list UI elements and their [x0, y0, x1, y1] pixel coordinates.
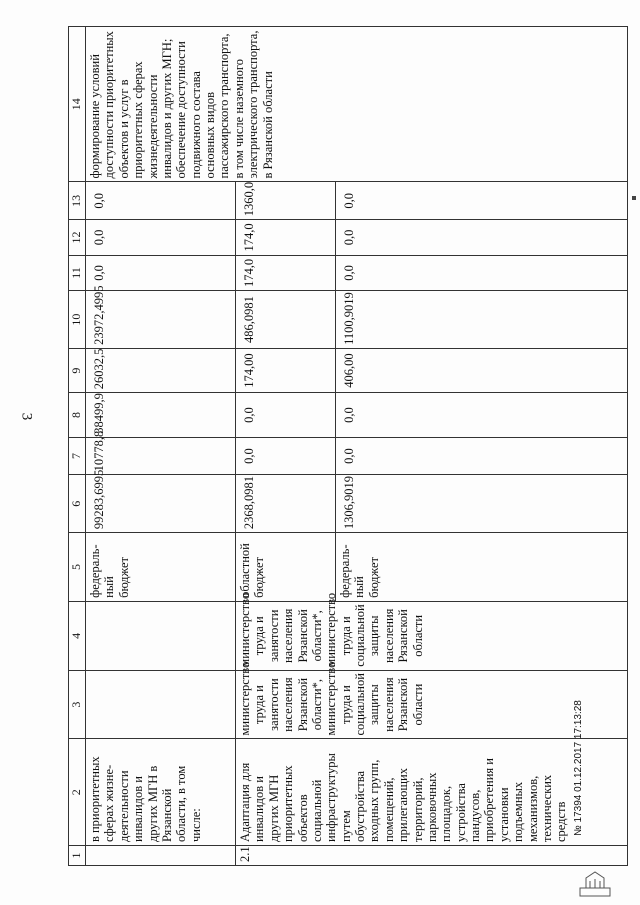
co-executor: [236, 592, 628, 670]
responsible-executor: [236, 661, 628, 739]
value-year: 406,00: [336, 348, 628, 392]
value-total: 2368,0981: [236, 475, 336, 533]
row-description: в приоритетных сферах жизне-деятельности инвалидов и других МГН в Рязанской области, в том числе:: [86, 739, 236, 846]
page-number: 3: [18, 412, 35, 421]
value-year: 174,00: [236, 348, 336, 392]
header-cell: 8: [69, 393, 86, 437]
table-cell: [86, 670, 236, 739]
value-year: 0,0: [336, 437, 628, 475]
value-year: 0,0: [336, 182, 628, 220]
header-cell: 12: [69, 220, 86, 256]
rotated-table-sheet: [68, 26, 628, 866]
header-cell: 5: [69, 533, 86, 602]
program-table: [68, 26, 628, 866]
header-cell: 7: [69, 437, 86, 475]
value-year: 0,0: [336, 255, 628, 291]
header-row: [69, 27, 86, 866]
header-cell: 10: [69, 291, 86, 349]
executor-name: министерство труда и социальной защиты населения Рязанской области: [324, 592, 425, 667]
value-year: 0,0: [86, 255, 236, 291]
value-total: 1306,9019: [336, 475, 628, 533]
value-year: 0,0: [236, 393, 336, 437]
value-year: 486,0981: [236, 291, 336, 349]
executor-name: министерство труда и социальной защиты населения Рязанской области: [324, 661, 425, 736]
header-cell: 1: [69, 846, 86, 866]
funding-source: федераль-ный бюджет: [336, 533, 628, 602]
value-year: 174,0: [236, 255, 336, 291]
executor-name: министерство труда и занятости населения Рязанской области*,: [238, 661, 324, 736]
value-year: 0,0: [86, 182, 236, 220]
scan-speck: [632, 196, 636, 200]
value-total: 99283,6995: [86, 475, 236, 533]
header-cell: 3: [69, 670, 86, 739]
header-cell: 11: [69, 255, 86, 291]
header-cell: 6: [69, 475, 86, 533]
table-row-continuation: [86, 27, 236, 866]
value-year: 174,0: [236, 220, 336, 256]
executor-name: министерство труда и занятости населения Рязанской области*,: [238, 592, 324, 667]
row-description: Адаптация для инвалидов и других МГН приоритетных объектов социальной инфраструктуры путем обустройства входных групп, помещений, прилегающих территорий, парковочных площадок, устройства пандусов, приобретения и установки подъемных механизмов, технических средств: [236, 739, 628, 846]
funding-source: федераль-ный бюджет: [86, 533, 236, 602]
registration-stamp: № 17394 01.12.2017 17:13:28: [573, 700, 584, 836]
header-cell: 13: [69, 182, 86, 220]
expected-result: формирование условий доступности приоритетных объектов и услуг в приоритетных сферах жизнедеятельности инвалидов и других МГН; обеспечение доступности подвижного состава основных видов пассажирского транспорта, в том числе наземного электрического транспорта, в Рязанской области: [86, 27, 628, 182]
header-cell: 4: [69, 601, 86, 670]
value-year: 23972,4995: [86, 291, 236, 349]
value-year: 0,0: [86, 220, 236, 256]
value-year: 0,0: [336, 393, 628, 437]
row-number: 2.1: [236, 846, 628, 866]
header-cell: 14: [69, 27, 86, 182]
value-year: 38499,9: [86, 393, 236, 437]
value-year: 0,0: [236, 437, 336, 475]
table-cell: [86, 601, 236, 670]
table-cell: [86, 846, 236, 866]
value-year: 10778,8: [86, 437, 236, 475]
value-year: 26032,5: [86, 348, 236, 392]
funding-source: областной бюджет: [236, 533, 336, 602]
value-year: 1100,9019: [336, 291, 628, 349]
header-cell: 9: [69, 348, 86, 392]
header-cell: 2: [69, 739, 86, 846]
emblem-icon: [578, 868, 612, 900]
value-year: 0,0: [336, 220, 628, 256]
value-year: 1360,0: [236, 182, 336, 220]
